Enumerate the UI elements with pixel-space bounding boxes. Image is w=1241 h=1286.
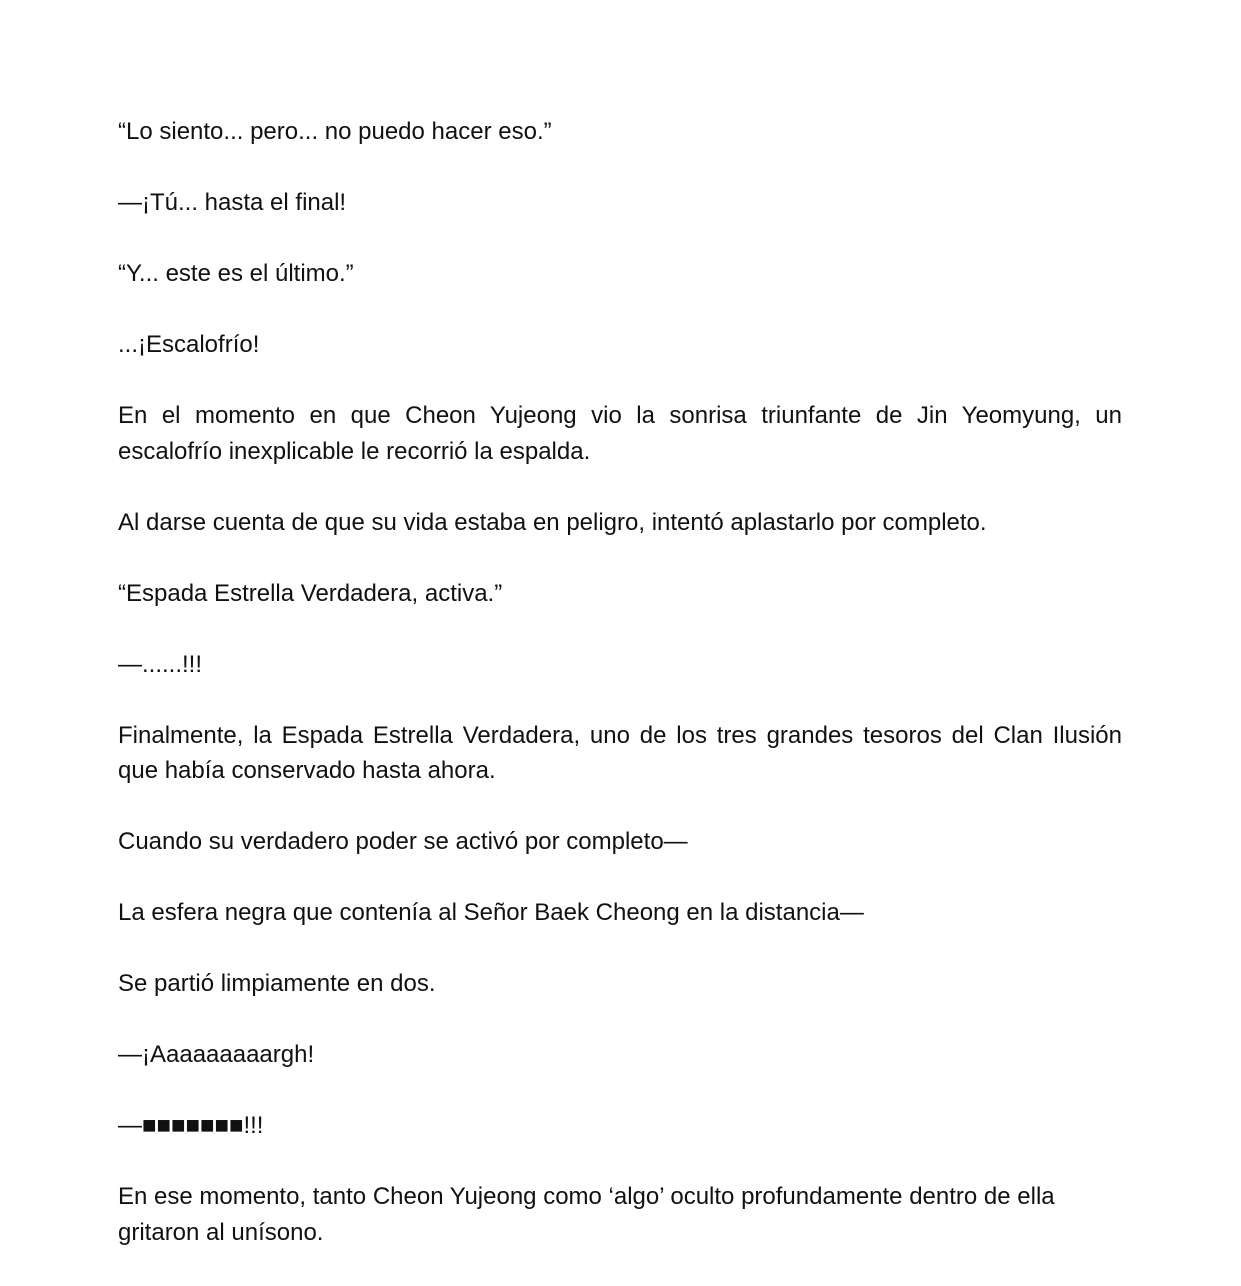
- paragraph-8: —......!!!: [118, 650, 203, 678]
- paragraph-6: Al darse cuenta de que su vida estaba en peligro, intentó aplastarlo por completo.: [118, 508, 987, 536]
- paragraph-1: “Lo siento... pero... no puedo hacer eso.”: [118, 118, 552, 145]
- paragraph-5: En el momento en que Cheon Yujeong vio la sonrisa triunfante de Jin Yeomyung, un escalofrío inexplicable le recorrió la espalda.: [118, 402, 1122, 465]
- document-body: [118, 114, 1122, 1286]
- paragraph-4: ...¡Escalofrío!: [118, 331, 260, 358]
- paragraph-13: —¡Aaaaaaaaargh!: [118, 1041, 315, 1068]
- paragraph-15: En ese momento, tanto Cheon Yujeong como ‘algo’ oculto profundamente dentro de ella gritaron al unísono.: [118, 1183, 1055, 1246]
- paragraph-9: Finalmente, la Espada Estrella Verdadera, uno de los tres grandes tesoros del Clan Ilusión que había conservado hasta ahora.: [118, 721, 1122, 784]
- paragraph-2: —¡Tú... hasta el final!: [118, 189, 347, 216]
- paragraph-14: —■■■■■■■!!!: [118, 1112, 264, 1139]
- paragraph-7: “Espada Estrella Verdadera, activa.”: [118, 579, 503, 607]
- paragraph-10: Cuando su verdadero poder se activó por completo—: [118, 828, 688, 855]
- paragraph-11: La esfera negra que contenía al Señor Baek Cheong en la distancia—: [118, 899, 864, 926]
- paragraph-3: “Y... este es el último.”: [118, 260, 354, 287]
- paragraph-12: Se partió limpiamente en dos.: [118, 970, 436, 997]
